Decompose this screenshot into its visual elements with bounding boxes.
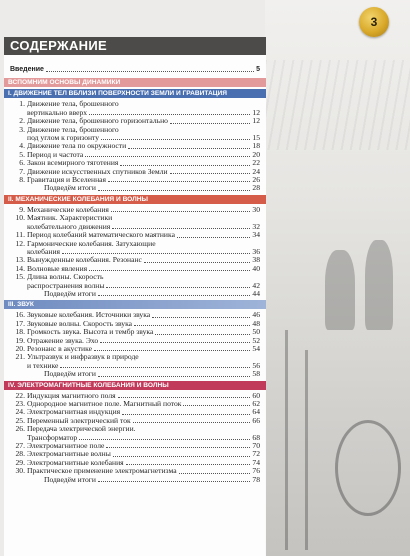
section-header-s1[interactable]: I. ДВИЖЕНИЕ ТЕЛ ВБЛИЗИ ПОВЕРХНОСТИ ЗЕМЛИ И ГРАВИТАЦИЯ (4, 89, 266, 98)
leader-dots (106, 287, 250, 288)
table-of-contents (4, 60, 266, 484)
leader-dots (46, 71, 254, 72)
toc-row-page: 34 (252, 230, 260, 240)
toc-row-number: 3. (19, 124, 25, 134)
toc-row-page: 68 (252, 432, 260, 442)
toc-row-number: 28. (15, 449, 25, 459)
toc-row-number: 12. (15, 238, 25, 248)
toc-row-title: Ультразвук и инфразвук в природе (27, 352, 139, 362)
toc-row-title: Звуковые колебания. Источники звука (27, 310, 151, 320)
leader-dots (183, 405, 250, 406)
toc-row-title: Подведём итоги (44, 288, 96, 298)
toc-row-title: распространения волны (27, 280, 105, 290)
toc-row-page: 12 (252, 107, 260, 117)
toc-row-number: 2. (19, 116, 25, 126)
toc-intro-label: Введение (10, 66, 44, 73)
toc-row-number: 10. (15, 213, 25, 223)
toc-row-page: 30 (252, 204, 260, 214)
toc-row-title: Звуковые волны. Скорость звука (27, 318, 133, 328)
leader-dots (85, 156, 250, 157)
leader-dots (128, 148, 250, 149)
leader-dots (112, 228, 250, 229)
toc-row-title: Трансформатор (27, 432, 78, 442)
toc-summary-row[interactable] (4, 184, 266, 192)
toc-row-title: Закон всемирного тяготения (27, 158, 119, 168)
leader-dots (89, 114, 250, 115)
leader-dots (101, 139, 250, 140)
toc-summary-row[interactable] (4, 370, 266, 378)
leader-dots (152, 317, 250, 318)
toc-row-page: 24 (252, 166, 260, 176)
leader-dots (133, 422, 251, 423)
leader-dots (118, 397, 251, 398)
leader-dots (111, 211, 251, 212)
toc-row-number: 5. (19, 149, 25, 159)
toc-summary-row[interactable] (4, 476, 266, 484)
toc-row-title: и технике (27, 360, 59, 370)
toc-row-number: 16. (15, 310, 25, 320)
toc-row-number: 24. (15, 407, 25, 417)
toc-row-page: 78 (252, 474, 260, 484)
leader-dots (98, 481, 250, 482)
toc-row-page: 20 (252, 149, 260, 159)
toc-row-page: 66 (252, 415, 260, 425)
toc-row-title: Резонанс в акустике (27, 343, 92, 353)
toc-row-page: 42 (252, 280, 260, 290)
photo-pole (305, 350, 308, 550)
toc-row-page: 62 (252, 399, 260, 408)
toc-row-title: Переменный электрический ток (27, 415, 131, 425)
toc-row-page: 50 (252, 327, 260, 337)
toc-row-title: Гравитация и Вселенная (27, 175, 107, 185)
toc-row-title: Громкость звука. Высота и тембр звука (27, 327, 154, 337)
toc-row-title: Электромагнитная индукция (27, 407, 121, 417)
leader-dots (89, 270, 250, 271)
leader-dots (98, 295, 250, 296)
toc-row-title: Движение искусственных спутников Земли (27, 166, 168, 176)
leader-dots (170, 173, 251, 174)
leader-dots (108, 181, 250, 182)
leader-dots (170, 123, 250, 124)
leader-dots (126, 464, 251, 465)
section-header-s4[interactable]: IV. ЭЛЕКТРОМАГНИТНЫЕ КОЛЕБАНИЯ И ВОЛНЫ (4, 381, 266, 390)
toc-row-page: 44 (252, 288, 260, 298)
toc-row-page: 56 (252, 360, 260, 370)
toc-row-title: Подведём итоги (44, 369, 96, 379)
leader-dots (120, 165, 250, 166)
page-title: СОДЕРЖАНИЕ (4, 37, 266, 55)
toc-row-title: Подведём итоги (44, 474, 96, 484)
toc-row-page: 26 (252, 175, 260, 185)
toc-row-title: вертикально вверх (27, 107, 88, 117)
toc-row-page: 18 (252, 141, 260, 151)
toc-row-number: 23. (15, 399, 25, 408)
toc-row-title: Индукция магнитного поля (27, 390, 116, 400)
section-header-s0[interactable]: ВСПОМНИМ ОСНОВЫ ДИНАМИКИ (4, 78, 266, 87)
toc-sections (4, 78, 266, 484)
toc-summary-row[interactable] (4, 290, 266, 298)
toc-row-title: Маятник. Характеристики (27, 213, 113, 223)
toc-row-number: 18. (15, 327, 25, 337)
leader-dots (155, 334, 250, 335)
photo-figure (325, 250, 355, 330)
toc-row-title: Движение тела, брошенного (27, 99, 119, 109)
toc-row-number: 17. (15, 318, 25, 328)
toc-intro-row[interactable] (4, 66, 266, 74)
toc-row-title: Передача электрической энергии. (27, 424, 136, 434)
toc-row-page: 38 (252, 255, 260, 265)
toc-row-number: 6. (19, 158, 25, 168)
toc-row-title: Механические колебания (27, 204, 109, 214)
toc-row-number: 1. (19, 99, 25, 109)
toc-row-number: 7. (19, 166, 25, 176)
toc-row-number: 8. (19, 175, 25, 185)
toc-row-page: 54 (252, 343, 260, 353)
background-photo (265, 0, 410, 556)
toc-row-page: 36 (252, 246, 260, 256)
toc-row-page: 40 (252, 263, 260, 273)
toc-row-title: Волновые явления (27, 263, 88, 273)
toc-row-page: 46 (252, 310, 260, 320)
toc-row-title: Вынужденные колебания. Резонанс (27, 255, 142, 265)
toc-row-title: Однородное магнитное поле. Магнитный поток (27, 399, 182, 408)
toc-row-page: 12 (252, 116, 260, 126)
toc-row-title: Движение тела по окружности (27, 141, 127, 151)
photo-figure (365, 240, 393, 330)
toc-row-title: Период и частота (27, 149, 84, 159)
leader-dots (113, 456, 251, 457)
toc-row-title: Практическое применение электромагнетизма (27, 466, 177, 476)
toc-intro-page: 5 (256, 66, 260, 73)
toc-row-number: 25. (15, 415, 25, 425)
toc-row-page: 52 (252, 335, 260, 345)
toc-row-title: Длина волны. Скорость (27, 272, 104, 282)
section-header-s2[interactable]: II. МЕХАНИЧЕСКИЕ КОЛЕБАНИЯ И ВОЛНЫ (4, 195, 266, 204)
toc-row-number: 13. (15, 255, 25, 265)
toc-row-title: колебательного движения (27, 221, 111, 231)
toc-row-title: Электромагнитное поле (27, 441, 105, 451)
toc-row-number: 29. (15, 457, 25, 467)
toc-row-page: 70 (252, 441, 260, 451)
toc-row-page: 60 (252, 390, 260, 400)
leader-dots (98, 376, 250, 377)
toc-row-number: 4. (19, 141, 25, 151)
toc-row-number: 20. (15, 343, 25, 353)
leader-dots (144, 262, 250, 263)
section-header-s3[interactable]: III. ЗВУК (4, 300, 266, 309)
leader-dots (62, 253, 250, 254)
leader-dots (79, 439, 250, 440)
toc-row-page: 74 (252, 457, 260, 467)
photo-sky (265, 60, 410, 150)
toc-row-title: Движение тела, брошенного (27, 124, 119, 134)
toc-row-title: Период колебаний математического маятника (27, 230, 175, 240)
toc-row-title: Электромагнитные волны (27, 449, 111, 459)
leader-dots (134, 325, 250, 326)
toc-row-number: 22. (15, 390, 25, 400)
toc-row-title: Движение тела, брошенного горизонтально (27, 116, 168, 126)
toc-row-number: 26. (15, 424, 25, 434)
toc-row-number: 9. (19, 204, 25, 214)
toc-row-title: Электромагнитные колебания (27, 457, 124, 467)
leader-dots (100, 342, 250, 343)
leader-dots (106, 447, 250, 448)
toc-row-page: 32 (252, 221, 260, 231)
leader-dots (98, 190, 250, 191)
toc-row-number: 15. (15, 272, 25, 282)
leader-dots (94, 350, 250, 351)
toc-row-title: под углом к горизонту (27, 133, 100, 143)
toc-row-number: 19. (15, 335, 25, 345)
toc-row-title: Отражение звука. Эхо (27, 335, 99, 345)
toc-row-page: 64 (252, 407, 260, 417)
toc-row-number: 14. (15, 263, 25, 273)
photo-pole (285, 330, 288, 550)
toc-row-title: Подведём итоги (44, 183, 96, 193)
toc-row-number: 27. (15, 441, 25, 451)
toc-row-page: 28 (252, 183, 260, 193)
toc-row-page: 72 (252, 449, 260, 459)
toc-row-page: 15 (252, 133, 260, 143)
toc-row-number: 11. (15, 230, 25, 240)
leader-dots (179, 473, 251, 474)
toc-row-page: 48 (252, 318, 260, 328)
leader-dots (60, 367, 250, 368)
toc-row-number: 21. (15, 352, 25, 362)
leader-dots (177, 237, 250, 238)
toc-row-page: 76 (252, 466, 260, 476)
photo-drum (335, 420, 401, 516)
toc-row-number: 30. (15, 466, 25, 476)
page-number-badge: 3 (359, 7, 389, 37)
leader-dots (122, 414, 250, 415)
toc-row-title: Гармонические колебания. Затухающие (27, 238, 156, 248)
toc-row-page: 58 (252, 369, 260, 379)
toc-row-page: 22 (252, 158, 260, 168)
toc-row-title: колебания (27, 246, 61, 256)
